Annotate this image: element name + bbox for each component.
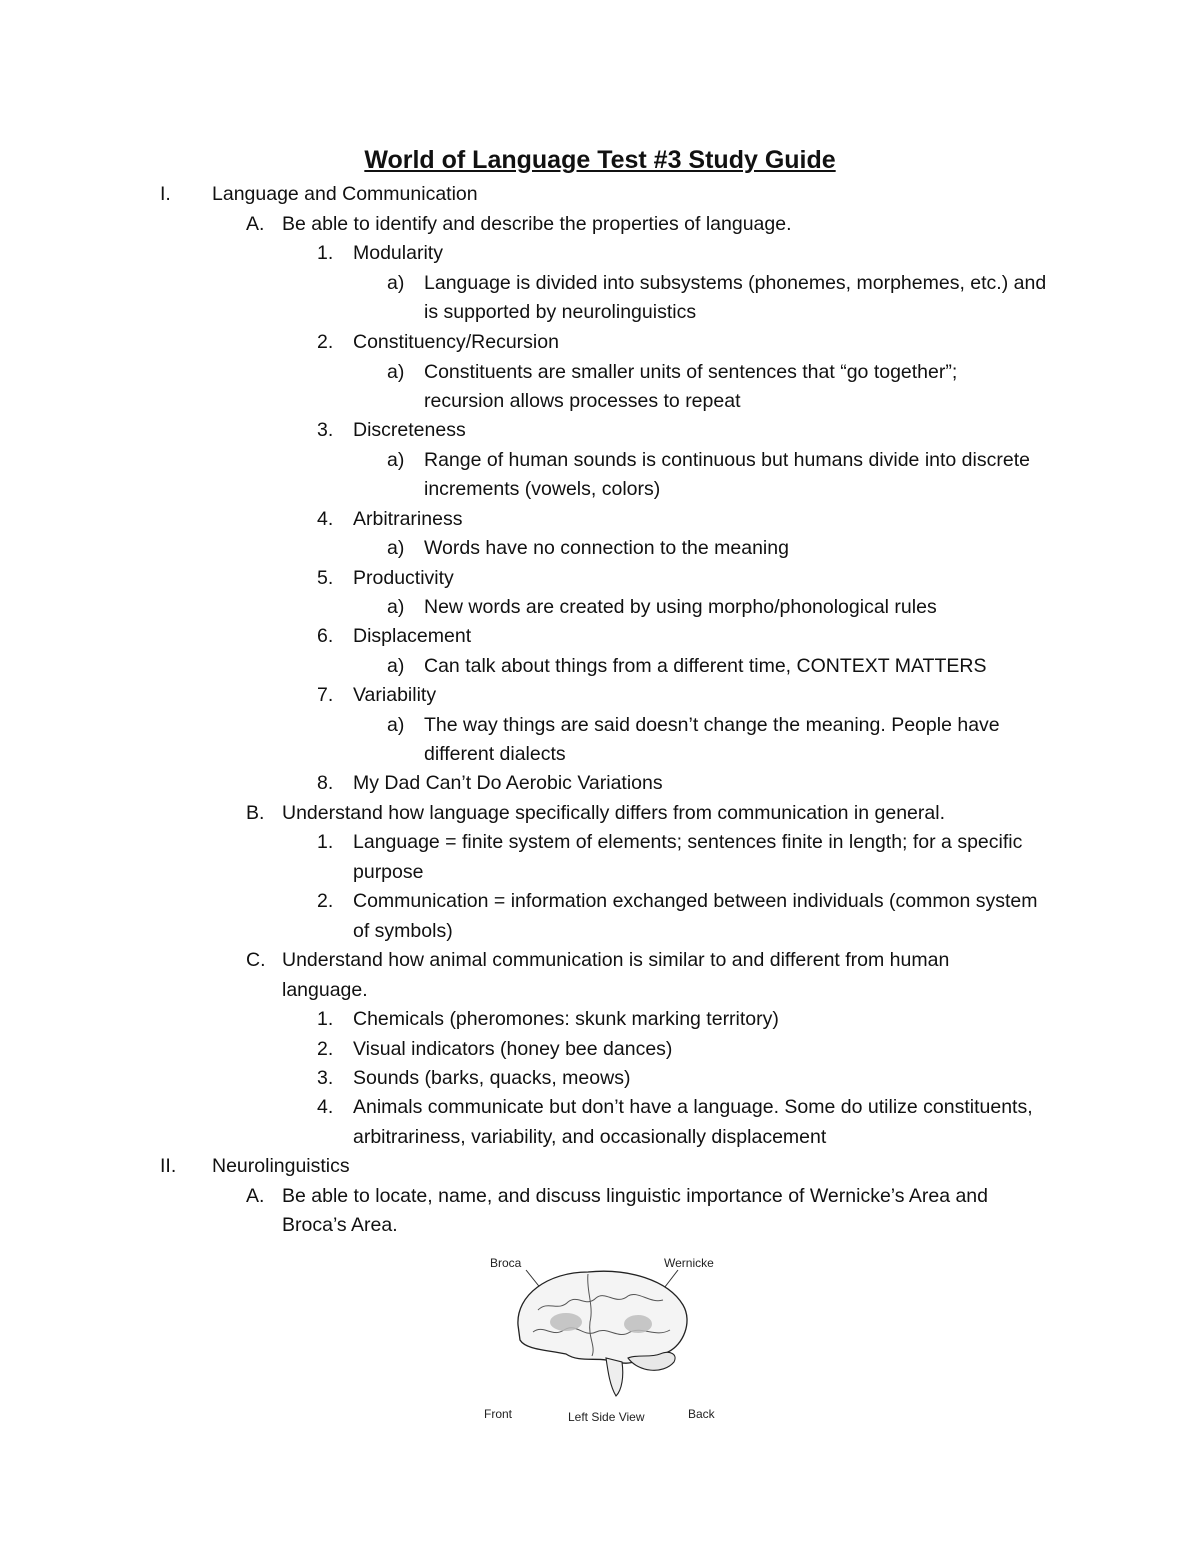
outline-text-continued: of symbols) — [353, 920, 453, 942]
outline-text: Animals communicate but don’t have a language. Some do utilize constituents, — [353, 1096, 1033, 1118]
outline-text: Language = finite system of elements; sentences finite in length; for a specific — [353, 831, 1023, 853]
outline-text-continued: arbitrariness, variability, and occasionally displacement — [353, 1126, 827, 1148]
outline-text: Understand how animal communication is similar to and different from human — [282, 949, 950, 971]
outline-marker: 1. — [317, 242, 334, 264]
outline-text-continued: is supported by neurolinguistics — [424, 301, 697, 323]
outline-marker: a) — [387, 655, 405, 677]
outline-text-continued: language. — [282, 979, 368, 1001]
outline-text: Displacement — [353, 625, 472, 647]
outline-text: Sounds (barks, quacks, meows) — [353, 1067, 631, 1089]
outline-marker: A. — [246, 1185, 265, 1207]
outline-text: Variability — [353, 684, 437, 706]
brainstem — [606, 1358, 623, 1396]
outline-text: Be able to identify and describe the properties of language. — [282, 213, 792, 235]
outline-marker: 7. — [317, 684, 334, 706]
outline-marker: II. — [160, 1155, 177, 1177]
outline-text: Be able to locate, name, and discuss linguistic importance of Wernicke’s Area and — [282, 1185, 988, 1207]
outline-marker: a) — [387, 596, 405, 618]
outline-marker: I. — [160, 183, 171, 205]
outline-marker: 5. — [317, 567, 334, 589]
outline-marker: 1. — [317, 831, 334, 853]
outline-text: Constituency/Recursion — [353, 331, 559, 353]
outline-marker: A. — [246, 213, 265, 235]
outline-marker: 3. — [317, 419, 334, 441]
outline-marker: a) — [387, 449, 405, 471]
broca-area — [550, 1313, 582, 1331]
outline-text: New words are created by using morpho/phonological rules — [424, 596, 937, 618]
outline-text-continued: recursion allows processes to repeat — [424, 390, 741, 412]
outline-marker: B. — [246, 802, 265, 824]
outline-marker: 2. — [317, 331, 334, 353]
outline-marker: 4. — [317, 1096, 334, 1118]
outline-marker: 2. — [317, 890, 334, 912]
cerebrum-outline — [518, 1271, 687, 1363]
outline-marker: C. — [246, 949, 266, 971]
front-label: Front — [484, 1407, 513, 1421]
outline-text: Discreteness — [353, 419, 466, 441]
wernicke-label: Wernicke — [664, 1256, 714, 1270]
section-heading: Language and Communication — [212, 183, 478, 205]
outline-marker: 3. — [317, 1067, 334, 1089]
outline-marker: a) — [387, 272, 405, 294]
outline-text: Chemicals (pheromones: skunk marking territory) — [353, 1008, 779, 1030]
section-heading: Neurolinguistics — [212, 1155, 350, 1177]
outline-text-continued: Broca’s Area. — [282, 1214, 398, 1236]
outline-text: My Dad Can’t Do Aerobic Variations — [353, 772, 663, 794]
outline-marker: a) — [387, 361, 405, 383]
view-label: Left Side View — [568, 1410, 645, 1424]
outline-text: Words have no connection to the meaning — [424, 537, 789, 559]
broca-label: Broca — [490, 1256, 522, 1270]
outline-text: Modularity — [353, 242, 443, 264]
document-title: World of Language Test #3 Study Guide — [364, 146, 836, 174]
outline-text: Constituents are smaller units of sentences that “go together”; — [424, 361, 958, 383]
outline-marker: 6. — [317, 625, 334, 647]
back-label: Back — [688, 1407, 715, 1421]
outline-marker: 4. — [317, 508, 334, 530]
outline-marker: a) — [387, 714, 405, 736]
outline-text-continued: purpose — [353, 861, 424, 883]
outline-marker: a) — [387, 537, 405, 559]
outline-marker: 2. — [317, 1038, 334, 1060]
outline-text: Language is divided into subsystems (phonemes, morphemes, etc.) and — [424, 272, 1047, 294]
outline-text-continued: different dialects — [424, 743, 566, 765]
outline-text: Productivity — [353, 567, 454, 589]
outline-text: Arbitrariness — [353, 508, 463, 530]
brain-illustration — [478, 1250, 738, 1430]
outline-text-continued: increments (vowels, colors) — [424, 478, 661, 500]
outline-text: Visual indicators (honey bee dances) — [353, 1038, 673, 1060]
wernicke-area — [624, 1315, 652, 1333]
brain-diagram — [478, 1250, 738, 1430]
outline-text: Can talk about things from a different time, CONTEXT MATTERS — [424, 655, 987, 677]
outline-text: Understand how language specifically differs from communication in general. — [282, 802, 945, 824]
outline-text: Range of human sounds is continuous but humans divide into discrete — [424, 449, 1030, 471]
outline-text: Communication = information exchanged between individuals (common system — [353, 890, 1038, 912]
outline-text: The way things are said doesn’t change the meaning. People have — [424, 714, 1000, 736]
outline-marker: 1. — [317, 1008, 334, 1030]
outline-marker: 8. — [317, 772, 334, 794]
